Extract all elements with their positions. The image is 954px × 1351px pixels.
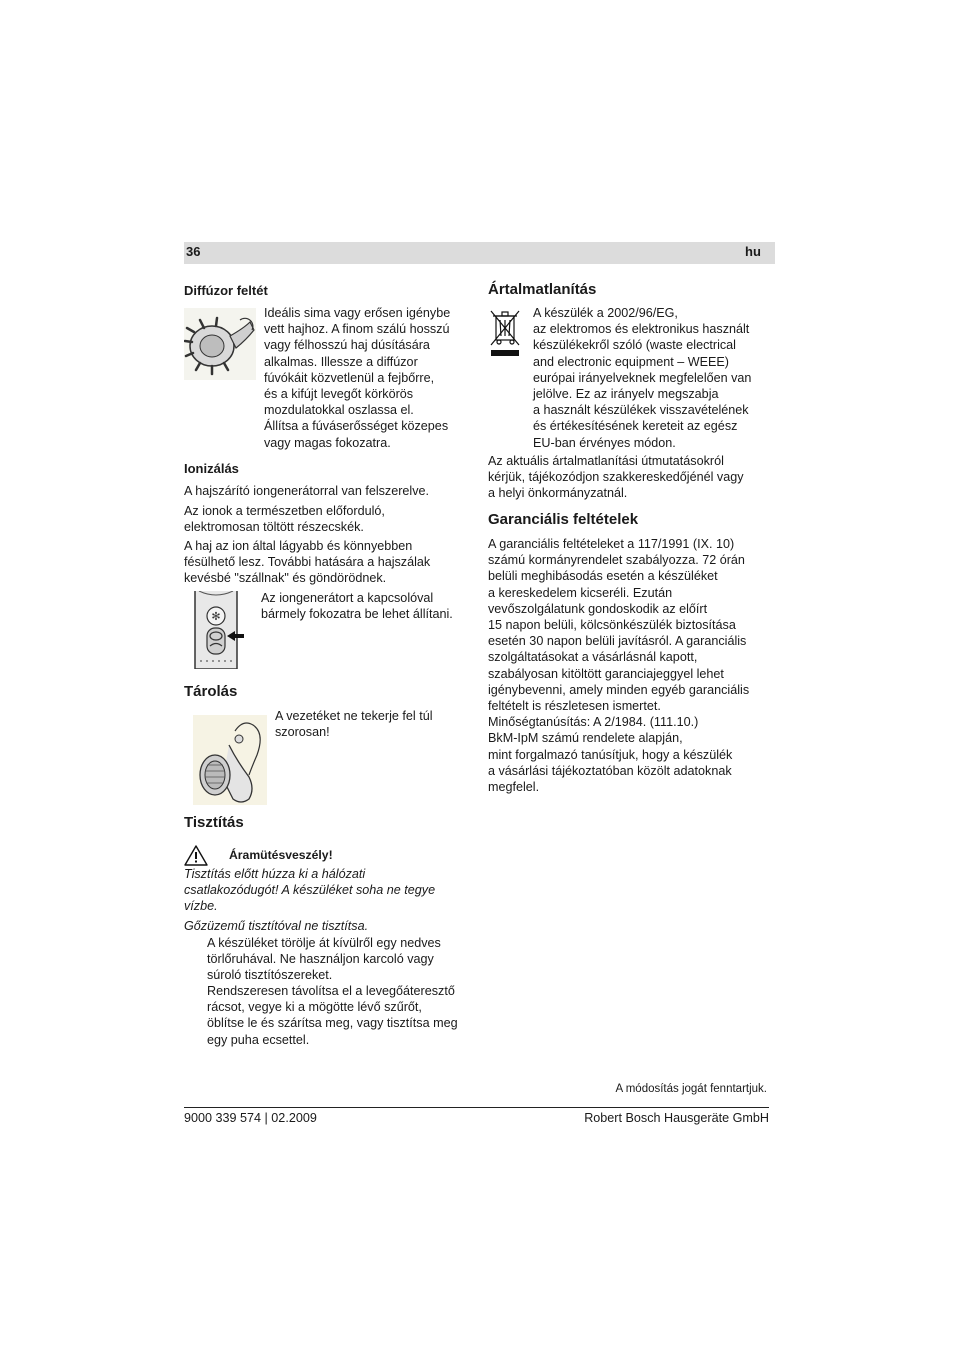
ionizalas-title: Ionizálás bbox=[184, 461, 239, 476]
diffuzor-title: Diffúzor feltét bbox=[184, 283, 268, 298]
tisztitas-p2: Rendszeresen távolítsa el a levegőáteresztő rácsot, vegye ki a mögötte lévő szűrőt, öblítse le és szárítsa meg, vagy tisztítsa meg egy puha ecsettel. bbox=[207, 984, 458, 1047]
header-bar bbox=[184, 242, 775, 264]
rights-reserved-note: A módosítás jogát fenntartjuk. bbox=[615, 1083, 767, 1095]
language-code: hu bbox=[745, 244, 761, 259]
svg-text:✻: ✻ bbox=[211, 610, 221, 623]
ion-switch-illustration bbox=[191, 591, 246, 669]
tarolas-text: A vezetéket ne tekerje fel túl szorosan! bbox=[275, 709, 433, 740]
steam-warning: Gőzüzemű tisztítóval ne tisztítsa. bbox=[184, 919, 369, 933]
page-number: 36 bbox=[186, 244, 201, 259]
tisztitas-p1: A készüléket törölje át kívülről egy nedves törlőruhával. Ne használjon karcoló vagy súroló tisztítószereket. bbox=[207, 936, 441, 983]
artalmatlanitas-title: Ártalmatlanítás bbox=[488, 281, 597, 298]
diffuser-illustration bbox=[184, 308, 256, 380]
warning-triangle-icon bbox=[184, 845, 208, 866]
document-id: 9000 339 574 | 02.2009 bbox=[184, 1111, 317, 1125]
warning-text: Tisztítás előtt húzza ki a hálózati csatlakozódugót! A készüléket soha ne tegye vízbe. bbox=[184, 867, 436, 914]
tisztitas-title: Tisztítás bbox=[184, 814, 244, 831]
company-name: Robert Bosch Hausgeräte GmbH bbox=[584, 1111, 769, 1125]
artalmatlanitas-text: A készülék a 2002/96/EG, az elektromos és elektronikus használt készülékekről szóló (waste electrical and electronic equipment – WEEE) európai irányelveknek megfelelően van jelölve. Ez az irányelv megszabja a használt készülékek visszavételének és értékesítésének kereteit az egész EU-ban érvényes módon. bbox=[533, 306, 752, 450]
artalmatlanitas-p2: Az aktuális ártalmatlanítási útmutatásokról kérjük, tájékozódjon szakkereskedőjénél vagy a helyi önkormányzatnál. bbox=[488, 454, 744, 501]
tarolas-title: Tárolás bbox=[184, 683, 238, 700]
storage-illustration bbox=[193, 715, 267, 805]
garancia-text: A garanciális feltételeket a 117/1991 (IX. 10) számú kormányrendelet szabályozza. 72 órán belüli meghibásodás esetén a készüléket a kereskedelem kicseréli. Ezután vevőszolgálatunk gondoskodik az előírt 15 napon belüli, kölcsönkészülék biztosítása esetén 30 napon belüli javításról. A garanciális szolgáltatásokat a vásárlásnál kapott, szabályosan kitöltött garanciajeggyel lehet igénybevenni, amely minden egyéb garanciális feltételt is részletesen ismertet. Minőségtanúsítás: A 2/1984. (111.10.) BkM-IpM számú rendelete alapján, mint forgalmazó tanúsítjuk, hogy a készülék a vásárlási tájékoztatóban közölt adatoknak megfelel. bbox=[488, 537, 750, 795]
warning-label: Áramütésveszély! bbox=[229, 848, 333, 862]
weee-bin-icon bbox=[489, 308, 521, 358]
footer-rule bbox=[184, 1107, 769, 1108]
ionizalas-p1: A hajszárító iongenerátorral van felszerelve. bbox=[184, 484, 430, 498]
ionizalas-p2: Az ionok a természetben előforduló, elektromosan töltött részecskék. bbox=[184, 504, 385, 535]
ionizalas-p3: A haj az ion által lágyabb és könnyebben fésülhető lesz. További hatására a hajszálak kevésbé "szállnak" és göndörödnek. bbox=[184, 539, 431, 586]
ionizalas-p4: Az iongenerátort a kapcsolóval bármely fokozatra be lehet állítani. bbox=[261, 591, 453, 622]
diffuzor-text: Ideális sima vagy erősen igénybe vett hajhoz. A finom szálú hosszú vagy félhosszú haj dúsítására alkalmas. Illessze a diffúzor fúvókáit közvetlenül a fejbőrre, és a kifújt levegőt körkörös mozdulatokkal oszlassa el. Állítsa a fúváserősséget közepes vagy magas fokozatra. bbox=[264, 306, 451, 450]
garancia-title: Garanciális feltételek bbox=[488, 511, 639, 528]
